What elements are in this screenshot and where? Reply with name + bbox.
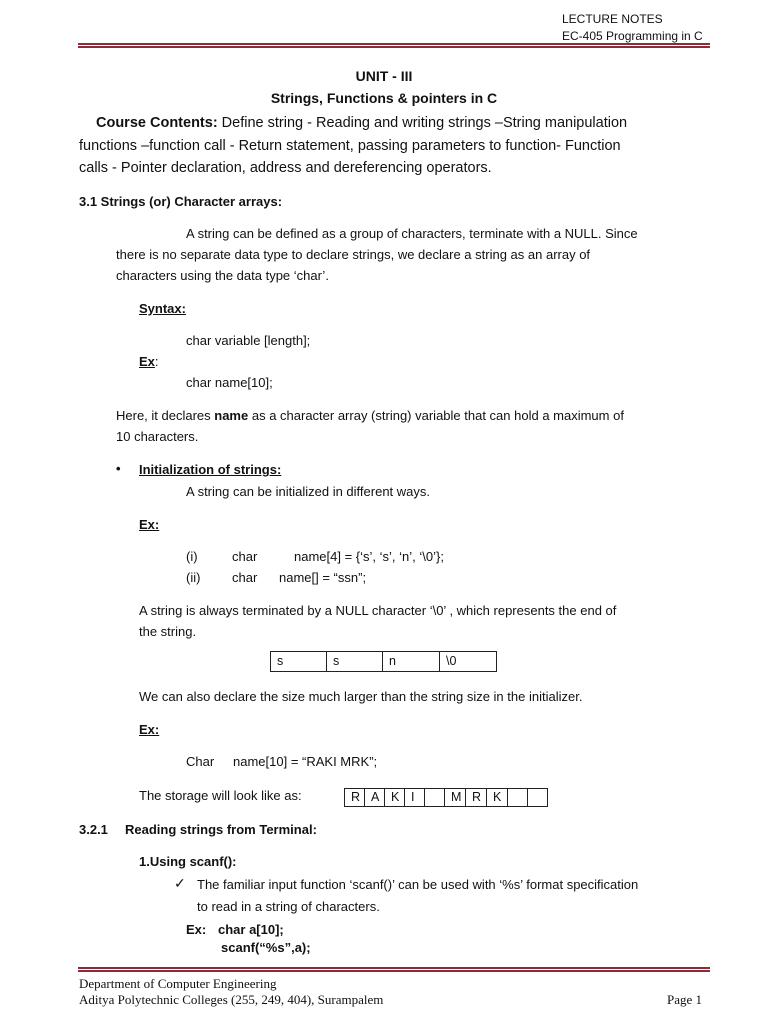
header-rule: [78, 43, 710, 48]
storage-cell: M: [444, 788, 466, 807]
storage-cell: I: [404, 788, 425, 807]
scanf-example-label: Ex:: [186, 922, 207, 937]
size-example-type: Char: [186, 754, 215, 769]
scanf-description-line1: The familiar input function ‘scanf()’ can be used with ‘%s’ format specification: [197, 877, 639, 892]
size-example-code: name[10] = “RAKI MRK”;: [233, 754, 378, 769]
storage-cell: A: [364, 788, 385, 807]
string-definition-line3: characters using the data type ‘char’.: [116, 268, 329, 283]
declaration-note-c: as a character array (string) variable that can hold a maximum of: [248, 408, 624, 423]
storage-cell: [527, 788, 548, 807]
checkmark-icon: ✓: [174, 875, 186, 891]
init-row1-code: name[4] = {‘s’, ‘s’, ‘n’, ‘\0’};: [294, 549, 444, 564]
declaration-note-name: name: [214, 408, 249, 423]
syntax-code: char variable [length];: [186, 333, 311, 348]
null-note-line1: A string is always terminated by a NULL character ‘\0’ , which represents the end of: [139, 603, 617, 618]
footer-college: Aditya Polytechnic Colleges (255, 249, 404), Surampalem: [79, 992, 384, 1007]
init-row1-num: (i): [186, 549, 198, 564]
section-3-2-1-number: 3.2.1: [79, 822, 108, 837]
unit-subtitle: Strings, Functions & pointers in C: [270, 90, 498, 106]
course-contents-line1: [96, 112, 627, 135]
course-contents-text1: Define string - Reading and writing strings –String manipulation: [217, 115, 628, 131]
storage-cell: R: [465, 788, 487, 807]
storage-cell: s: [326, 651, 383, 672]
storage-cell: n: [382, 651, 440, 672]
string-storage-boxes-raki: [345, 788, 548, 807]
section-3-2-1-heading: Reading strings from Terminal:: [125, 822, 317, 837]
example-code: char name[10];: [186, 375, 273, 390]
scanf-code-line2: scanf(“%s”,a);: [221, 940, 311, 955]
size-note: We can also declare the size much larger than the string size in the initializer.: [139, 689, 583, 704]
init-row1-type: char: [232, 549, 258, 564]
course-contents-label: Course Contents:: [96, 115, 218, 131]
scanf-code-line1: char a[10];: [218, 922, 284, 937]
declaration-note-line2: 10 characters.: [116, 429, 199, 444]
declaration-note-line1: [116, 405, 624, 426]
example-label-colon: :: [154, 354, 159, 369]
bullet-icon: •: [116, 461, 121, 476]
size-example-label: Ex:: [139, 722, 160, 737]
storage-cell: R: [344, 788, 365, 807]
declaration-note-a: Here, it declares: [116, 408, 215, 423]
storage-caption: The storage will look like as:: [139, 788, 302, 803]
footer-rule: [78, 967, 710, 972]
example-label: [139, 351, 159, 372]
initialization-example-label: Ex:: [139, 517, 160, 532]
string-definition-line2: there is no separate data type to declare strings, we declare a string as an array of: [116, 247, 591, 262]
section-3-1-heading: 3.1 Strings (or) Character arrays:: [79, 194, 283, 209]
storage-cell: [507, 788, 528, 807]
course-contents-line3: calls - Pointer declaration, address and dereferencing operators.: [79, 160, 492, 176]
scanf-description-line2: to read in a string of characters.: [197, 899, 380, 914]
string-storage-boxes-ssn: [271, 651, 497, 672]
course-contents-line2: functions –function call - Return statement, passing parameters to function- Function: [79, 138, 621, 154]
scanf-subheading: 1.Using scanf():: [139, 854, 237, 869]
unit-title: UNIT - III: [355, 68, 413, 84]
null-note-line2: the string.: [139, 624, 197, 639]
header-course-code: EC-405 Programming in C: [562, 29, 703, 43]
initialization-intro: A string can be initialized in different ways.: [186, 484, 431, 499]
example-label-text: Ex: [139, 354, 155, 369]
footer-department: Department of Computer Engineering: [79, 976, 277, 991]
initialization-heading: Initialization of strings:: [139, 462, 282, 477]
header-lecture-notes: LECTURE NOTES: [562, 12, 663, 26]
storage-cell: K: [384, 788, 405, 807]
syntax-label: Syntax:: [139, 301, 186, 316]
init-row2-num: (ii): [186, 570, 201, 585]
storage-cell: [424, 788, 445, 807]
storage-cell: s: [270, 651, 327, 672]
storage-cell: K: [486, 788, 508, 807]
init-row2-type: char: [232, 570, 258, 585]
string-definition-line1: A string can be defined as a group of characters, terminate with a NULL. Since: [186, 226, 638, 241]
footer-page-number: Page 1: [667, 992, 703, 1007]
init-row2-code: name[] = “ssn”;: [279, 570, 367, 585]
storage-cell: \0: [439, 651, 497, 672]
